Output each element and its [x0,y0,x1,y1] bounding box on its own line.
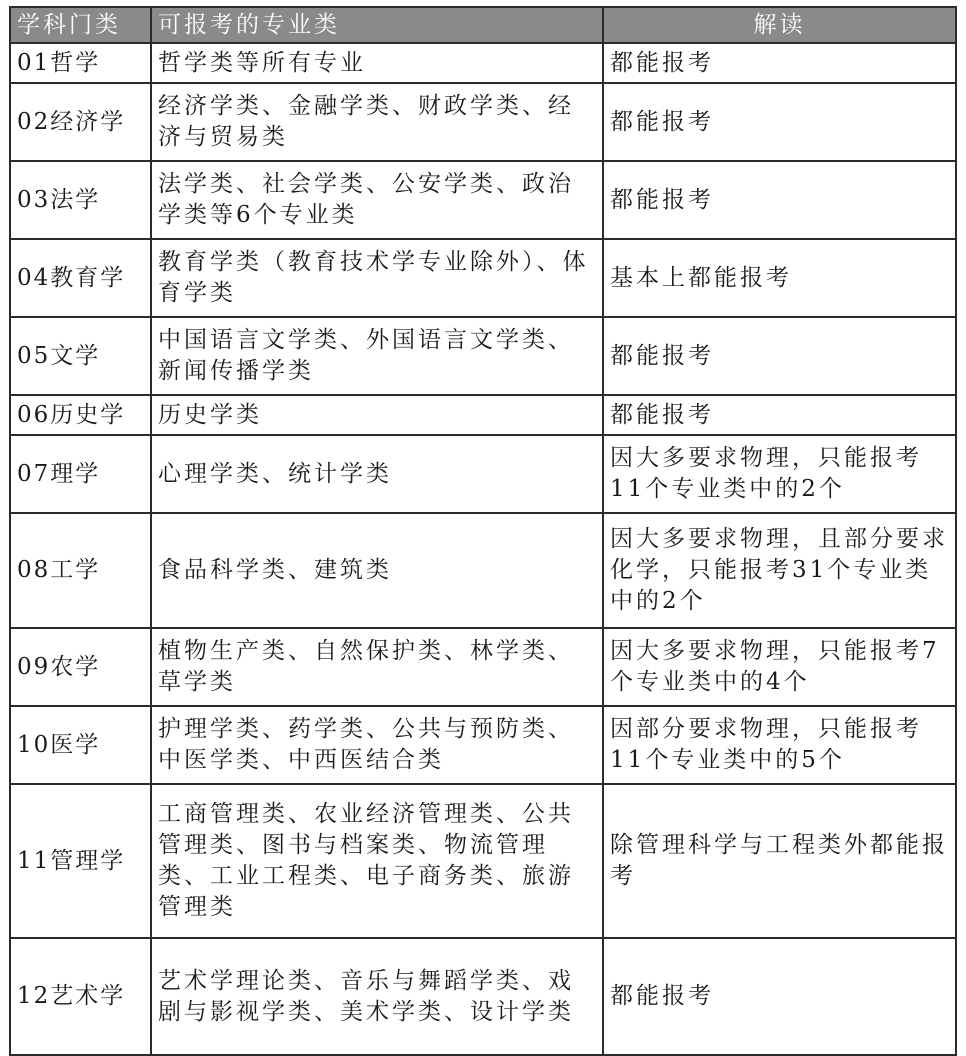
cell-note: 因大多要求物理，只能报考11个专业类中的2个 [603,435,956,513]
cell-subject: 01哲学 [10,43,151,83]
document-page [9,6,955,1056]
table-row [10,395,956,435]
cell-note: 都能报考 [603,83,956,161]
cell-subject: 08工学 [10,513,151,628]
cell-note: 都能报考 [603,938,956,1055]
cell-majors: 法学类、社会学类、公安学类、政治学类等6个专业类 [151,161,603,239]
cell-note: 都能报考 [603,161,956,239]
cell-subject: 11管理学 [10,784,151,938]
cell-subject: 07理学 [10,435,151,513]
cell-majors: 工商管理类、农业经济管理类、公共管理类、图书与档案类、物流管理类、工业工程类、电子商务类、旅游管理类 [151,784,603,938]
cell-subject: 05文学 [10,317,151,395]
cell-majors: 食品科学类、建筑类 [151,513,603,628]
cell-subject: 03法学 [10,161,151,239]
cell-note: 基本上都能报考 [603,239,956,317]
table-row [10,706,956,784]
cell-majors: 植物生产类、自然保护类、林学类、草学类 [151,628,603,706]
cell-majors: 艺术学理论类、音乐与舞蹈学类、戏剧与影视学类、美术学类、设计学类 [151,938,603,1055]
table-row [10,317,956,395]
table-row [10,161,956,239]
cell-subject: 09农学 [10,628,151,706]
header-note: 解读 [603,7,956,43]
cell-note: 除管理科学与工程类外都能报考 [603,784,956,938]
cell-majors: 历史学类 [151,395,603,435]
cell-majors: 哲学类等所有专业 [151,43,603,83]
cell-note: 都能报考 [603,43,956,83]
table-row [10,784,956,938]
cell-note: 因大多要求物理，且部分要求化学，只能报考31个专业类中的2个 [603,513,956,628]
cell-note: 因部分要求物理，只能报考11个专业类中的5个 [603,706,956,784]
header-subject: 学科门类 [10,7,151,43]
cell-subject: 12艺术学 [10,938,151,1055]
table-row [10,435,956,513]
cell-subject: 06历史学 [10,395,151,435]
cell-note: 因大多要求物理，只能报考7个专业类中的4个 [603,628,956,706]
cell-majors: 经济学类、金融学类、财政学类、经济与贸易类 [151,83,603,161]
table-row [10,628,956,706]
major-eligibility-table [9,6,957,1056]
cell-note: 都能报考 [603,317,956,395]
table-row [10,43,956,83]
table-row [10,239,956,317]
cell-majors: 心理学类、统计学类 [151,435,603,513]
table-row [10,513,956,628]
cell-majors: 中国语言文学类、外国语言文学类、新闻传播学类 [151,317,603,395]
cell-subject: 02经济学 [10,83,151,161]
header-majors: 可报考的专业类 [151,7,603,43]
table-header-row [10,7,956,43]
cell-majors: 教育学类（教育技术学专业除外）、体育学类 [151,239,603,317]
cell-subject: 04教育学 [10,239,151,317]
table-row [10,938,956,1055]
cell-majors: 护理学类、药学类、公共与预防类、中医学类、中西医结合类 [151,706,603,784]
cell-subject: 10医学 [10,706,151,784]
table-row [10,83,956,161]
cell-note: 都能报考 [603,395,956,435]
